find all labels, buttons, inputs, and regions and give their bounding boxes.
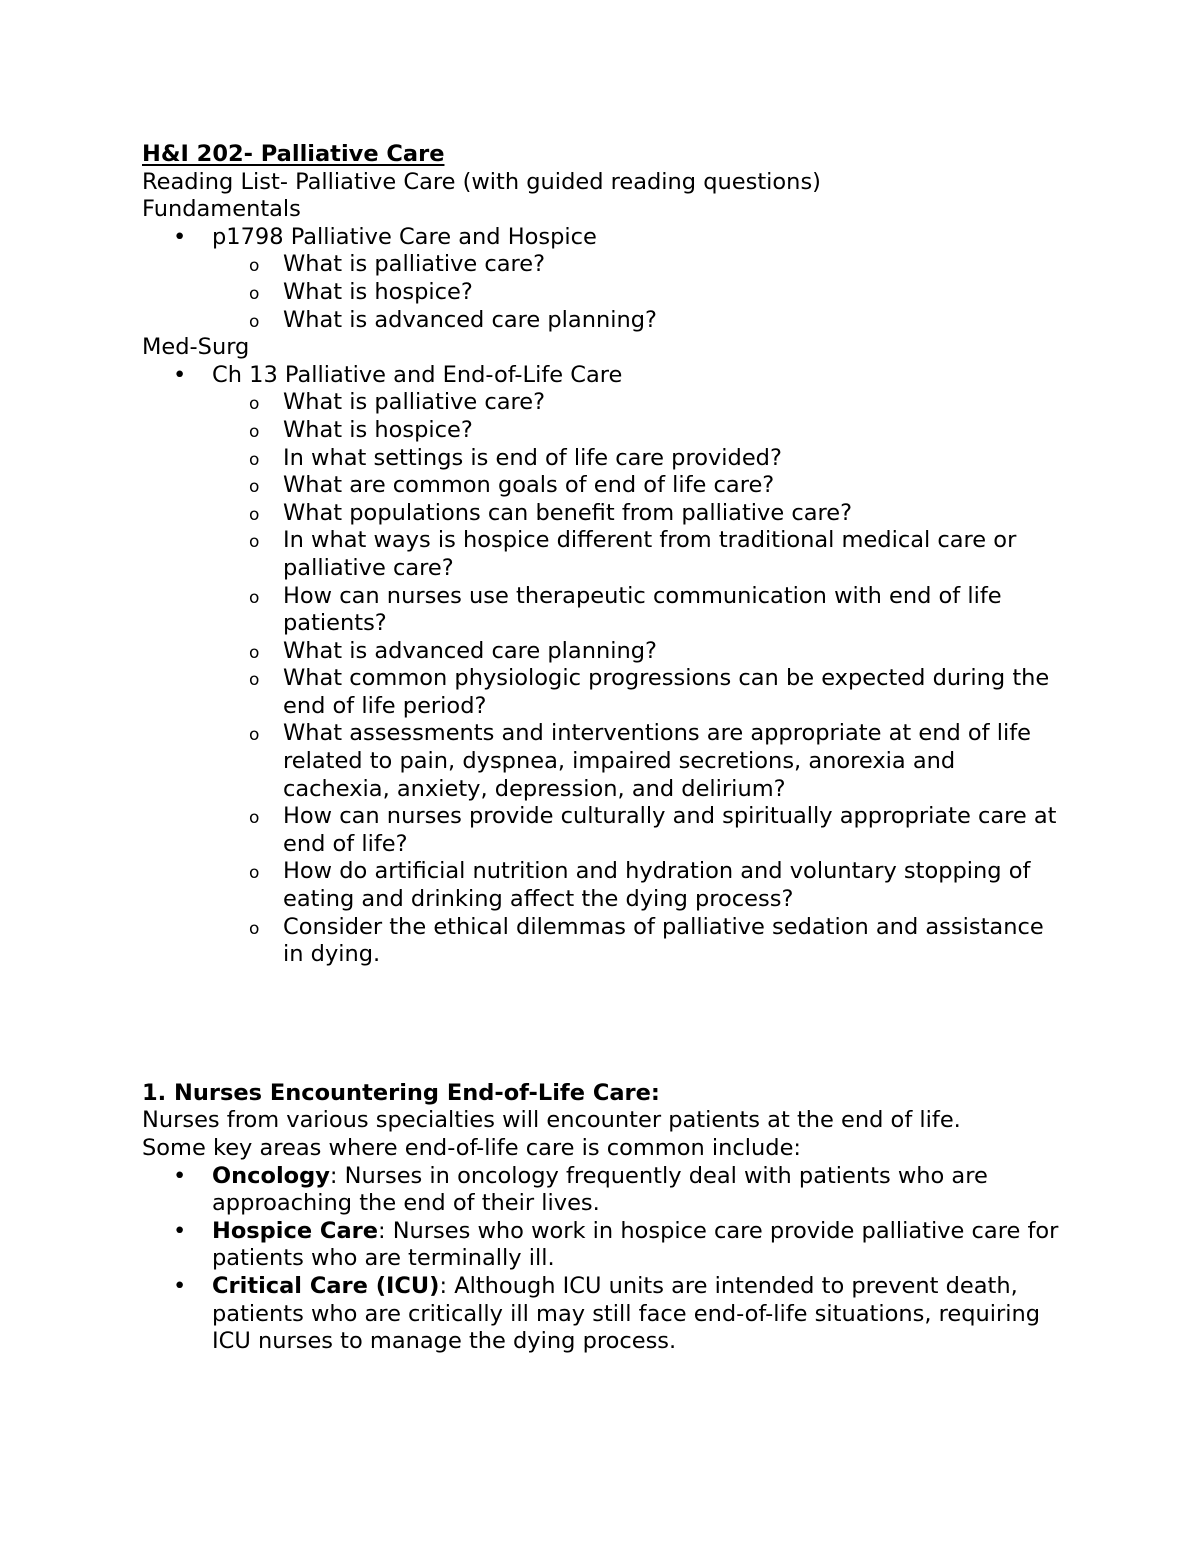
fundamentals-list <box>142 224 1142 252</box>
list-item <box>142 251 1142 279</box>
specialty-text: : Nurses in oncology frequently deal with patients who are approaching the end of their lives. <box>212 1162 988 1217</box>
question-text: What populations can benefit from palliative care? <box>283 499 853 526</box>
specialty-term: Critical Care (ICU) <box>212 1272 440 1299</box>
specialty-description <box>212 1218 1072 1273</box>
sub-bullet-icon: o <box>249 532 260 553</box>
bullet-icon: • <box>173 1162 187 1189</box>
sub-bullet-icon: o <box>249 504 260 525</box>
question-text: In what settings is end of life care provided? <box>283 444 782 471</box>
question-text: What is advanced care planning? <box>283 637 657 664</box>
list-item <box>142 445 1142 473</box>
medsurg-list <box>142 362 1142 390</box>
sub-bullet-icon: o <box>249 587 260 608</box>
list-item <box>142 638 1142 666</box>
sub-bullet-icon: o <box>249 863 260 884</box>
list-item <box>142 527 1142 582</box>
list-item <box>142 858 1142 913</box>
bullet-icon: • <box>173 223 187 250</box>
list-item <box>142 1218 1142 1273</box>
list-item <box>142 914 1142 969</box>
question-text: How can nurses provide culturally and spiritually appropriate care at end of life? <box>283 803 1057 857</box>
specialty-text: : Although ICU units are intended to prevent death, patients who are critically ill may still face end-of-life situations, requiring ICU nurses to manage the dying process. <box>212 1272 1041 1355</box>
question-text: What is palliative care? <box>283 389 546 416</box>
question-text: What are common goals of end of life care? <box>283 472 775 499</box>
question-text: What is advanced care planning? <box>283 306 657 333</box>
list-item <box>142 720 1142 803</box>
sub-bullet-icon: o <box>249 449 260 470</box>
medsurg-heading: Med-Surg <box>142 334 250 361</box>
specialty-term: Hospice Care <box>212 1217 378 1244</box>
sub-bullet-icon: o <box>249 311 260 332</box>
question-text: What is hospice? <box>283 416 473 443</box>
specialty-description <box>212 1273 1072 1356</box>
question-text: How can nurses use therapeutic communication with end of life patients? <box>283 582 1002 637</box>
specialty-description <box>212 1163 1072 1218</box>
sub-bullet-icon: o <box>249 918 260 939</box>
section-1-list <box>142 1163 1142 1356</box>
bullet-icon: • <box>173 1272 187 1299</box>
sub-bullet-icon: o <box>249 670 260 691</box>
list-item <box>142 307 1142 335</box>
list-item <box>142 583 1142 638</box>
sub-bullet-icon: o <box>249 421 260 442</box>
list-item <box>142 389 1142 417</box>
question-text: What is hospice? <box>283 278 473 305</box>
question-text: What is palliative care? <box>283 251 546 278</box>
section-1-intro-line-2: Some key areas where end-of-life care is common include: <box>142 1135 802 1161</box>
fundamentals-reading-item: p1798 Palliative Care and Hospice <box>212 223 597 250</box>
specialty-term: Oncology <box>212 1162 330 1189</box>
sub-bullet-icon: o <box>249 725 260 746</box>
question-text: What common physiologic progressions can be expected during the end of life period? <box>283 665 1050 719</box>
list-item <box>142 362 1142 390</box>
sub-bullet-icon: o <box>249 808 260 829</box>
question-text: In what ways is hospice different from traditional medical care or palliative care? <box>283 527 1017 581</box>
section-1-heading: 1. Nurses Encountering End-of-Life Care: <box>142 1079 660 1106</box>
list-item <box>142 803 1142 858</box>
sub-bullet-icon: o <box>249 256 260 277</box>
section-1-intro-line-1: Nurses from various specialties will encounter patients at the end of life. <box>142 1107 961 1134</box>
sub-bullet-icon: o <box>249 283 260 304</box>
bullet-icon: • <box>173 1217 187 1244</box>
list-item <box>142 1273 1142 1356</box>
reading-list-subtitle: Reading List- Palliative Care (with guided reading questions) <box>142 168 821 195</box>
list-item <box>142 224 1142 252</box>
list-item <box>142 665 1142 720</box>
list-item <box>142 279 1142 307</box>
sub-bullet-icon: o <box>249 394 260 415</box>
list-item <box>142 1163 1142 1218</box>
sub-bullet-icon: o <box>249 477 260 498</box>
fundamentals-questions <box>142 251 1142 334</box>
specialty-text: : Nurses who work in hospice care provide palliative care for patients who are terminally ill. <box>212 1217 1059 1272</box>
question-text: How do artificial nutrition and hydration and voluntary stopping of eating and drinking affect the dying process? <box>283 858 1031 913</box>
document-title: H&I 202- Palliative Care <box>142 141 445 167</box>
list-item <box>142 472 1142 500</box>
bullet-icon: • <box>173 361 187 388</box>
list-item <box>142 417 1142 445</box>
section-spacer <box>142 969 1142 1080</box>
question-text: Consider the ethical dilemmas of palliative sedation and assistance in dying. <box>283 913 1044 968</box>
medsurg-questions <box>142 389 1142 968</box>
question-text: What assessments and interventions are appropriate at end of life related to pain, dyspnea, impaired secretions, anorexia and cachexia, anxiety, depression, and delirium? <box>283 720 1032 802</box>
document-page <box>142 141 1142 1356</box>
medsurg-reading-item: Ch 13 Palliative and End-of-Life Care <box>212 361 623 388</box>
list-item <box>142 500 1142 528</box>
sub-bullet-icon: o <box>249 642 260 663</box>
fundamentals-heading: Fundamentals <box>142 196 301 223</box>
